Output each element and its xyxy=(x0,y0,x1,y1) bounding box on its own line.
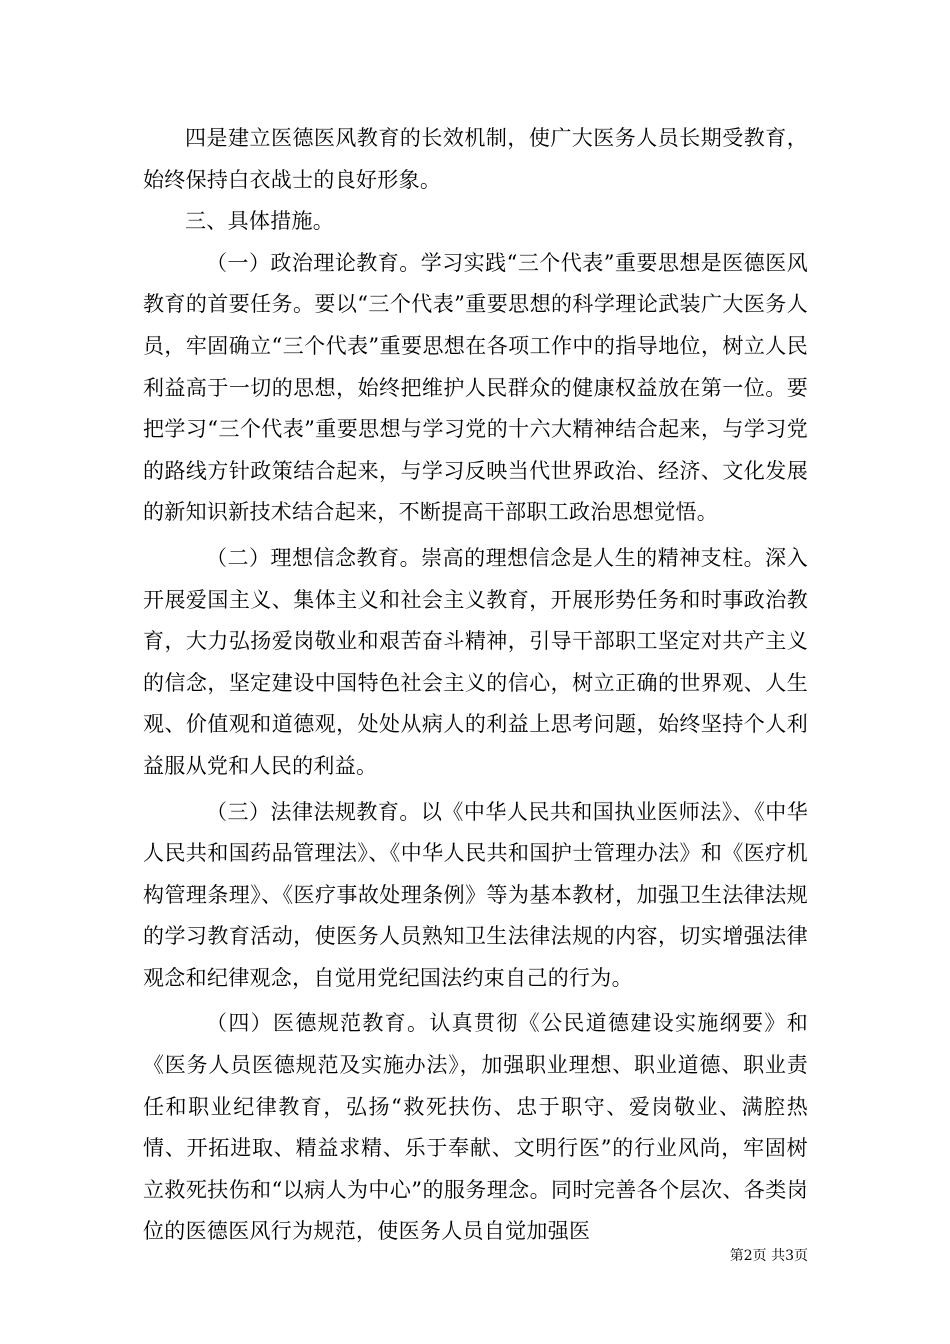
paragraph-political-theory: （一）政治理论教育。学习实践“三个代表”重要思想是医德医风教育的首要任务。要以“三个代表”重要思想的科学理论武装广大医务人员，牢固确立“三个代表”重要思想在各项工作中的指导地位，树立人民利益高于一切的思想，始终把维护人民群众的健康权益放在第一位。要把学习“三个代表”重要思想与学习党的十六大精神结合起来，与学习党的路线方针政策结合起来，与学习反映当代世界政治、经济、文化发展的新知识新技术结合起来，不断提高干部职工政治思想觉悟。 xyxy=(143,250,808,525)
section-heading-specific-measures: 三、具体措施。 xyxy=(185,209,335,234)
paragraph-ideals-beliefs: （二）理想信念教育。崇高的理想信念是人生的精神支柱。深入开展爱国主义、集体主义和社会主义教育，开展形势任务和时事政治教育，大力弘扬爱岗敬业和艰苦奋斗精神，引导干部职工坚定对共产主义的信念，坚定建设中国特色社会主义的信心，树立正确的世界观、人生观、价值观和道德观，处处从病人的利益上思考问题，始终坚持个人利益服从党和人民的利益。 xyxy=(143,545,808,778)
paragraph-long-term-mechanism: 四是建立医德医风教育的长效机制，使广大医务人员长期受教育，始终保持白衣战士的良好形象。 xyxy=(143,126,808,192)
paragraph-medical-ethics: （四）医德规范教育。认真贯彻《公民道德建设实施纲要》和《医务人员医德规范及实施办法》，加强职业理想、职业道德、职业责任和职业纪律教育，弘扬“救死扶伤、忠于职守、爱岗敬业、满腔热情、开拓进取、精益求精、乐于奉献、文明行医”的行业风尚，牢固树立救死扶伤和“以病人为中心”的服务理念。同时完善各个层次、各类岗位的医德医风行为规范，使医务人员自觉加强医 xyxy=(143,1011,808,1244)
paragraph-laws-regulations: （三）法律法规教育。以《中华人民共和国执业医师法》、《中华人民共和国药品管理法》、《中华人民共和国护士管理办法》和《医疗机构管理条理》、《医疗事故处理条例》等为基本教材，加强卫生法律法规的学习教育活动，使医务人员熟知卫生法律法规的内容，切实增强法律观念和纪律观念，自觉用党纪国法约束自己的行为。 xyxy=(143,799,808,990)
page-number: 第2页 共3页 xyxy=(729,1248,808,1264)
document-body xyxy=(143,118,808,1253)
